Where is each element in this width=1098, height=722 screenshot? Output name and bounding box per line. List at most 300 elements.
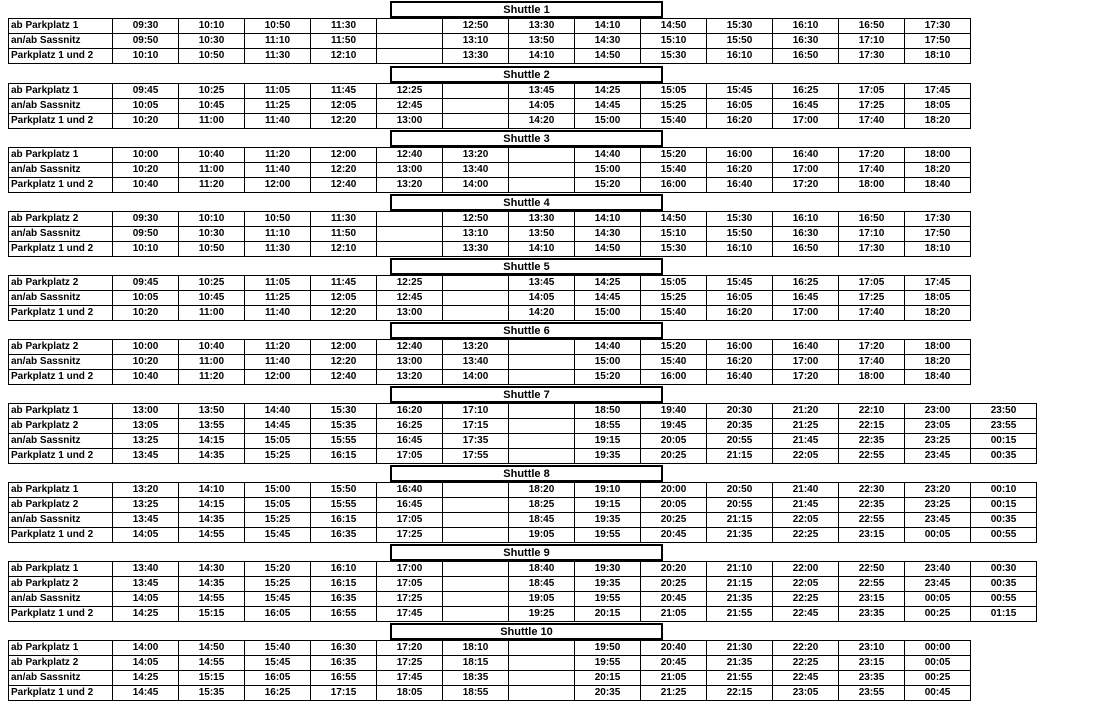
departure-time: 20:30 [707, 404, 773, 419]
departure-time: 17:05 [839, 276, 905, 291]
departure-time: 12:25 [377, 84, 443, 99]
departure-time: 15:30 [707, 212, 773, 227]
departure-time: 15:00 [575, 355, 641, 370]
departure-time: 00:15 [971, 434, 1037, 449]
departure-time: 11:25 [245, 291, 311, 306]
departure-time: 17:00 [773, 163, 839, 178]
departure-time: 16:20 [377, 404, 443, 419]
departure-time: 17:20 [839, 340, 905, 355]
departure-time: 14:35 [179, 449, 245, 464]
departure-time: 11:10 [245, 34, 311, 49]
departure-time: 21:15 [707, 513, 773, 528]
departure-time [443, 84, 509, 99]
departure-time: 17:25 [839, 291, 905, 306]
departure-time: 14:45 [113, 686, 179, 701]
departure-time: 23:25 [905, 434, 971, 449]
departure-time: 15:00 [245, 483, 311, 498]
departure-time: 20:15 [575, 671, 641, 686]
departure-time: 15:25 [245, 577, 311, 592]
departure-time: 22:55 [839, 513, 905, 528]
departure-time: 15:40 [641, 306, 707, 321]
departure-time: 13:25 [113, 434, 179, 449]
departure-time: 10:40 [113, 178, 179, 193]
departure-time [509, 449, 575, 464]
stop-label: ab Parkplatz 2 [9, 498, 113, 513]
table-row [9, 355, 971, 370]
departure-time: 14:00 [113, 641, 179, 656]
departure-time: 16:50 [839, 212, 905, 227]
departure-time: 11:40 [245, 306, 311, 321]
stop-label: Parkplatz 1 und 2 [9, 528, 113, 543]
departure-time: 18:05 [905, 99, 971, 114]
departure-time: 19:45 [641, 419, 707, 434]
stop-label: ab Parkplatz 1 [9, 404, 113, 419]
departure-time [509, 148, 575, 163]
departure-time: 12:05 [311, 291, 377, 306]
departure-time: 15:05 [641, 84, 707, 99]
departure-time: 20:25 [641, 513, 707, 528]
departure-time: 20:05 [641, 498, 707, 513]
table-row [9, 291, 971, 306]
table-row [9, 419, 1037, 434]
departure-time: 16:05 [707, 99, 773, 114]
departure-time [509, 404, 575, 419]
departure-time: 00:25 [905, 671, 971, 686]
departure-time: 17:20 [773, 370, 839, 385]
shuttle-title: Shuttle 10 [390, 623, 663, 640]
departure-time: 19:25 [509, 607, 575, 622]
departure-time: 17:30 [839, 242, 905, 257]
departure-time: 16:30 [773, 34, 839, 49]
departure-time: 17:25 [377, 528, 443, 543]
departure-time: 21:10 [707, 562, 773, 577]
departure-time: 18:40 [905, 178, 971, 193]
shuttle-schedule-table [8, 211, 971, 257]
departure-time [443, 114, 509, 129]
departure-time: 14:00 [443, 178, 509, 193]
departure-time: 10:30 [179, 227, 245, 242]
departure-time: 12:20 [311, 306, 377, 321]
departure-time: 00:35 [971, 449, 1037, 464]
stop-label: Parkplatz 1 und 2 [9, 49, 113, 64]
departure-time: 18:00 [905, 340, 971, 355]
departure-time: 14:25 [113, 671, 179, 686]
stop-label: an/ab Sassnitz [9, 163, 113, 178]
stop-label: an/ab Sassnitz [9, 671, 113, 686]
departure-time [377, 212, 443, 227]
departure-time: 10:50 [245, 19, 311, 34]
departure-time: 22:25 [773, 528, 839, 543]
departure-time [509, 355, 575, 370]
departure-time: 16:40 [377, 483, 443, 498]
departure-time: 14:40 [245, 404, 311, 419]
stop-label: ab Parkplatz 1 [9, 483, 113, 498]
departure-time: 00:05 [905, 592, 971, 607]
departure-time: 21:05 [641, 607, 707, 622]
departure-time: 14:45 [245, 419, 311, 434]
departure-time: 16:40 [773, 148, 839, 163]
departure-time: 20:00 [641, 483, 707, 498]
stop-label: ab Parkplatz 2 [9, 419, 113, 434]
departure-time [377, 242, 443, 257]
departure-time: 23:15 [839, 592, 905, 607]
departure-time [377, 34, 443, 49]
departure-time: 15:30 [707, 19, 773, 34]
stop-label: Parkplatz 1 und 2 [9, 114, 113, 129]
departure-time: 23:25 [905, 498, 971, 513]
departure-time: 14:05 [113, 592, 179, 607]
departure-time: 17:25 [377, 656, 443, 671]
departure-time: 17:10 [443, 404, 509, 419]
departure-time: 22:45 [773, 607, 839, 622]
departure-time [443, 607, 509, 622]
table-row [9, 178, 971, 193]
departure-time [443, 562, 509, 577]
departure-time: 21:45 [773, 434, 839, 449]
table-row [9, 641, 971, 656]
table-row [9, 163, 971, 178]
departure-time [443, 99, 509, 114]
departure-time: 16:15 [311, 449, 377, 464]
stop-label: ab Parkplatz 1 [9, 562, 113, 577]
departure-time: 19:50 [575, 641, 641, 656]
departure-time: 16:55 [311, 671, 377, 686]
departure-time: 00:10 [971, 483, 1037, 498]
departure-time: 18:40 [509, 562, 575, 577]
shuttle-schedule-table [8, 147, 971, 193]
table-row [9, 19, 971, 34]
shuttle-schedule-table [8, 83, 971, 129]
departure-time: 16:35 [311, 592, 377, 607]
departure-time: 20:40 [641, 641, 707, 656]
departure-time: 15:20 [245, 562, 311, 577]
departure-time: 17:00 [773, 355, 839, 370]
shuttle-title: Shuttle 6 [390, 322, 663, 339]
shuttle-title: Shuttle 5 [390, 258, 663, 275]
departure-time: 23:45 [905, 513, 971, 528]
departure-time: 17:35 [443, 434, 509, 449]
departure-time: 11:30 [245, 242, 311, 257]
table-row [9, 656, 971, 671]
departure-time: 16:10 [707, 242, 773, 257]
departure-time: 10:10 [179, 212, 245, 227]
table-row [9, 449, 1037, 464]
departure-time: 11:00 [179, 306, 245, 321]
stop-label: Parkplatz 1 und 2 [9, 449, 113, 464]
departure-time: 23:20 [905, 483, 971, 498]
departure-time: 15:00 [575, 114, 641, 129]
departure-time [443, 291, 509, 306]
departure-time: 10:10 [113, 242, 179, 257]
stop-label: ab Parkplatz 1 [9, 84, 113, 99]
departure-time: 14:30 [575, 34, 641, 49]
departure-time: 21:20 [773, 404, 839, 419]
departure-time: 14:50 [575, 242, 641, 257]
stop-label: ab Parkplatz 1 [9, 148, 113, 163]
departure-time: 12:05 [311, 99, 377, 114]
stop-label: ab Parkplatz 2 [9, 212, 113, 227]
departure-time: 10:20 [113, 163, 179, 178]
departure-time: 11:30 [311, 212, 377, 227]
departure-time: 14:15 [179, 498, 245, 513]
departure-time: 22:20 [773, 641, 839, 656]
departure-time: 11:20 [179, 370, 245, 385]
departure-time: 22:10 [839, 404, 905, 419]
departure-time: 18:35 [443, 671, 509, 686]
departure-time: 15:25 [245, 449, 311, 464]
departure-time: 17:45 [905, 84, 971, 99]
departure-time [509, 686, 575, 701]
shuttle-title: Shuttle 3 [390, 130, 663, 147]
departure-time: 17:25 [377, 592, 443, 607]
departure-time: 18:10 [905, 242, 971, 257]
departure-time: 11:05 [245, 84, 311, 99]
table-row [9, 528, 1037, 543]
departure-time: 00:30 [971, 562, 1037, 577]
departure-time: 14:30 [179, 562, 245, 577]
departure-time: 10:05 [113, 99, 179, 114]
departure-time: 16:05 [245, 607, 311, 622]
departure-time: 13:20 [377, 178, 443, 193]
departure-time: 14:30 [575, 227, 641, 242]
table-row [9, 148, 971, 163]
departure-time: 13:00 [377, 114, 443, 129]
departure-time: 15:05 [245, 498, 311, 513]
departure-time: 21:55 [707, 671, 773, 686]
departure-time: 20:35 [575, 686, 641, 701]
departure-time: 16:40 [707, 178, 773, 193]
departure-time: 12:00 [311, 340, 377, 355]
departure-time: 11:20 [245, 148, 311, 163]
departure-time: 15:10 [641, 34, 707, 49]
shuttle-schedule-table [8, 482, 1037, 543]
departure-time [443, 276, 509, 291]
departure-time: 10:00 [113, 148, 179, 163]
departure-time: 13:10 [443, 34, 509, 49]
departure-time: 17:15 [443, 419, 509, 434]
departure-time: 23:10 [839, 641, 905, 656]
departure-time: 12:45 [377, 99, 443, 114]
departure-time: 11:00 [179, 163, 245, 178]
departure-time: 11:10 [245, 227, 311, 242]
shuttle-schedule-table [8, 640, 971, 701]
departure-time: 14:05 [113, 656, 179, 671]
departure-time: 15:20 [641, 148, 707, 163]
departure-time: 12:10 [311, 242, 377, 257]
stop-label: Parkplatz 1 und 2 [9, 242, 113, 257]
departure-time: 17:25 [839, 99, 905, 114]
departure-time: 10:05 [113, 291, 179, 306]
departure-time: 17:00 [773, 114, 839, 129]
departure-time: 09:50 [113, 34, 179, 49]
departure-time: 12:00 [245, 178, 311, 193]
departure-time: 14:20 [509, 114, 575, 129]
table-row [9, 84, 971, 99]
departure-time: 21:55 [707, 607, 773, 622]
departure-time: 10:20 [113, 355, 179, 370]
departure-time: 09:45 [113, 276, 179, 291]
departure-time: 14:50 [641, 212, 707, 227]
stop-label: Parkplatz 1 und 2 [9, 607, 113, 622]
table-row [9, 607, 1037, 622]
departure-time: 13:30 [443, 242, 509, 257]
stop-label: an/ab Sassnitz [9, 355, 113, 370]
departure-time: 22:30 [839, 483, 905, 498]
departure-time: 14:40 [575, 340, 641, 355]
departure-time: 23:55 [971, 419, 1037, 434]
departure-time: 16:45 [773, 99, 839, 114]
stop-label: an/ab Sassnitz [9, 291, 113, 306]
departure-time: 17:05 [377, 513, 443, 528]
departure-time: 16:20 [707, 114, 773, 129]
departure-time: 15:50 [707, 227, 773, 242]
departure-time: 17:45 [377, 671, 443, 686]
departure-time: 12:10 [311, 49, 377, 64]
departure-time: 20:55 [707, 498, 773, 513]
departure-time: 15:20 [575, 178, 641, 193]
departure-time: 18:25 [509, 498, 575, 513]
departure-time: 11:25 [245, 99, 311, 114]
departure-time: 16:20 [707, 306, 773, 321]
table-row [9, 370, 971, 385]
departure-time: 17:40 [839, 306, 905, 321]
departure-time: 22:55 [839, 449, 905, 464]
departure-time: 22:05 [773, 513, 839, 528]
departure-time: 21:25 [641, 686, 707, 701]
departure-time: 15:25 [641, 291, 707, 306]
departure-time: 23:45 [905, 577, 971, 592]
departure-time: 12:45 [377, 291, 443, 306]
departure-time: 14:35 [179, 513, 245, 528]
departure-time: 18:20 [905, 114, 971, 129]
departure-time: 20:45 [641, 592, 707, 607]
departure-time: 11:30 [311, 19, 377, 34]
departure-time: 17:40 [839, 355, 905, 370]
departure-time: 14:05 [509, 291, 575, 306]
departure-time: 19:05 [509, 528, 575, 543]
stop-label: Parkplatz 1 und 2 [9, 178, 113, 193]
shuttle-title: Shuttle 2 [390, 66, 663, 83]
shuttle-schedule-table [8, 561, 1037, 622]
departure-time: 16:35 [311, 656, 377, 671]
departure-time: 16:50 [773, 242, 839, 257]
departure-time: 23:45 [905, 449, 971, 464]
table-row [9, 340, 971, 355]
departure-time: 14:45 [575, 291, 641, 306]
departure-time: 22:05 [773, 577, 839, 592]
departure-time: 16:00 [641, 370, 707, 385]
table-row [9, 404, 1037, 419]
departure-time: 17:55 [443, 449, 509, 464]
departure-time: 09:30 [113, 19, 179, 34]
departure-time: 15:05 [641, 276, 707, 291]
departure-time: 15:10 [641, 227, 707, 242]
departure-time: 16:20 [707, 163, 773, 178]
departure-time: 12:50 [443, 212, 509, 227]
departure-time: 16:55 [311, 607, 377, 622]
shuttle-title: Shuttle 4 [390, 194, 663, 211]
departure-time: 23:05 [905, 419, 971, 434]
departure-time: 00:35 [971, 513, 1037, 528]
departure-time: 17:40 [839, 114, 905, 129]
departure-time: 13:45 [113, 577, 179, 592]
departure-time: 17:30 [839, 49, 905, 64]
table-row [9, 34, 971, 49]
departure-time: 16:30 [773, 227, 839, 242]
departure-time: 00:45 [905, 686, 971, 701]
departure-time: 15:35 [311, 419, 377, 434]
departure-time: 17:10 [839, 34, 905, 49]
departure-time: 13:45 [113, 449, 179, 464]
departure-time: 10:50 [179, 49, 245, 64]
departure-time: 11:20 [245, 340, 311, 355]
departure-time: 17:30 [905, 19, 971, 34]
departure-time [377, 49, 443, 64]
stop-label: ab Parkplatz 2 [9, 276, 113, 291]
departure-time: 12:00 [245, 370, 311, 385]
departure-time: 17:00 [377, 562, 443, 577]
departure-time: 14:05 [113, 528, 179, 543]
table-row [9, 671, 971, 686]
departure-time: 17:50 [905, 227, 971, 242]
departure-time: 15:55 [311, 434, 377, 449]
departure-time: 10:20 [113, 306, 179, 321]
departure-time: 21:25 [773, 419, 839, 434]
shuttle-schedule-table [8, 18, 971, 64]
departure-time: 17:05 [377, 577, 443, 592]
departure-time: 13:50 [509, 227, 575, 242]
departure-time [443, 498, 509, 513]
departure-time: 20:35 [707, 419, 773, 434]
departure-time: 12:20 [311, 355, 377, 370]
departure-time: 18:20 [905, 355, 971, 370]
departure-time: 14:25 [575, 276, 641, 291]
departure-time: 13:05 [113, 419, 179, 434]
departure-time: 19:35 [575, 449, 641, 464]
stop-label: ab Parkplatz 1 [9, 641, 113, 656]
departure-time: 10:50 [245, 212, 311, 227]
departure-time: 13:40 [443, 355, 509, 370]
departure-time: 14:05 [509, 99, 575, 114]
departure-time: 15:00 [575, 306, 641, 321]
departure-time: 15:30 [641, 49, 707, 64]
departure-time: 12:40 [377, 340, 443, 355]
table-row [9, 562, 1037, 577]
departure-time: 13:00 [377, 306, 443, 321]
departure-time: 14:25 [113, 607, 179, 622]
departure-time: 23:55 [839, 686, 905, 701]
shuttle-title: Shuttle 1 [390, 1, 663, 18]
departure-time: 21:30 [707, 641, 773, 656]
stop-label: an/ab Sassnitz [9, 592, 113, 607]
departure-time: 21:40 [773, 483, 839, 498]
departure-time: 10:25 [179, 276, 245, 291]
departure-time: 14:10 [509, 242, 575, 257]
departure-time: 21:15 [707, 449, 773, 464]
departure-time: 13:20 [443, 340, 509, 355]
departure-time: 13:00 [377, 355, 443, 370]
departure-time: 17:20 [839, 148, 905, 163]
departure-time: 14:50 [575, 49, 641, 64]
departure-time: 12:20 [311, 114, 377, 129]
departure-time: 22:25 [773, 592, 839, 607]
departure-time: 22:45 [773, 671, 839, 686]
departure-time: 14:40 [575, 148, 641, 163]
departure-time [509, 434, 575, 449]
departure-time: 16:25 [245, 686, 311, 701]
departure-time: 19:15 [575, 498, 641, 513]
departure-time: 11:00 [179, 114, 245, 129]
